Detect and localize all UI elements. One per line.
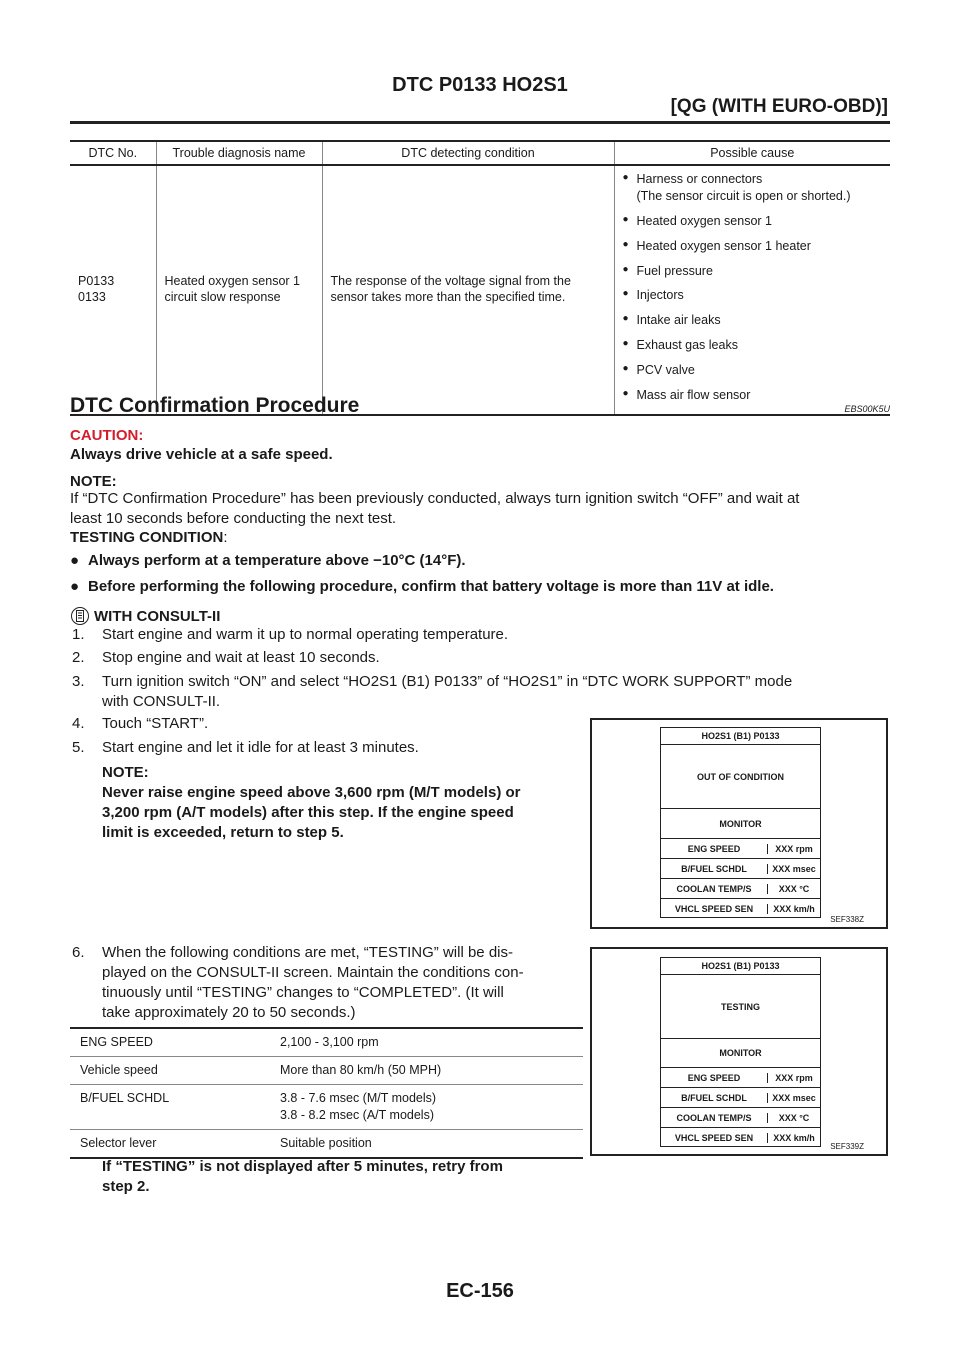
cause-text: Mass air flow sensor: [636, 387, 751, 402]
note-line: least 10 seconds before conducting the next test.: [70, 510, 397, 527]
step-5: [72, 738, 582, 758]
screen-status: TESTING: [661, 975, 820, 1039]
dtc-code-short: 0133: [78, 289, 106, 304]
bullet-icon: ●: [70, 578, 80, 595]
step-text: Start engine and let it idle for at least 3 minutes.: [102, 739, 419, 756]
condition-line: The response of the voltage signal from the: [330, 274, 571, 289]
condition-name: Selector lever: [70, 1130, 270, 1159]
testing-bullet: [70, 552, 466, 569]
monitor-row: [661, 1088, 820, 1108]
cause-item: [623, 337, 883, 354]
monitor-row: [661, 839, 820, 859]
cause-item: [623, 387, 883, 404]
testing-condition-heading: [70, 528, 228, 548]
col-name: Trouble diagnosis name: [156, 141, 322, 165]
dtc-code: P0133: [78, 274, 115, 289]
monitor-item-name: COOLAN TEMP/S: [661, 884, 768, 894]
consult-tool-icon: [70, 606, 90, 626]
step-text: Touch “START”.: [102, 715, 209, 732]
engine-variant-label: [QG (WITH EURO-OBD)]: [670, 96, 888, 117]
section-code: EBS00K5U: [844, 404, 890, 414]
condition-value: [270, 1130, 583, 1159]
cause-item: [623, 238, 883, 255]
cause-text: Injectors: [636, 288, 684, 303]
step-number: 6.: [72, 944, 85, 961]
note-text: [70, 489, 900, 529]
step-number: 1.: [72, 626, 85, 643]
monitor-item-value: XXX msec: [772, 1092, 816, 1103]
dtc-no-cell: [70, 165, 156, 415]
step-1: [72, 625, 902, 645]
step-text: Start engine and warm it up to normal operating temperature.: [102, 626, 509, 643]
step-text: Turn ignition switch “ON” and select “HO2S1 (B1) P0133” of “HO2S1” in “DTC WORK SUPPORT” mode: [102, 673, 793, 690]
note-line: If “DTC Confirmation Procedure” has been previously conducted, always turn ignition switch “OFF” and wait at: [70, 490, 800, 507]
monitor-row: [661, 1128, 820, 1148]
step-text: played on the CONSULT-II screen. Maintain the conditions con-: [102, 964, 524, 981]
conditions-table: [70, 1027, 583, 1159]
table-row: [70, 1057, 583, 1085]
condition-name: ENG SPEED: [70, 1028, 270, 1057]
step-number: 5.: [72, 739, 85, 756]
screen-status: OUT OF CONDITION: [661, 745, 820, 809]
note-line: 3,200 rpm (A/T models) after this step. If the engine speed: [102, 804, 514, 821]
step-6: [72, 943, 587, 1023]
testing-bullet: [70, 578, 774, 595]
monitor-row: [661, 1108, 820, 1128]
step-4: [72, 714, 582, 734]
consult-heading-text: WITH CONSULT-II: [94, 607, 221, 625]
step-number: 3.: [72, 673, 85, 690]
table-row: [70, 1028, 583, 1057]
name-line: Heated oxygen sensor 1: [164, 274, 301, 289]
col-condition: DTC detecting condition: [322, 141, 614, 165]
step-text: with CONSULT-II.: [102, 693, 221, 710]
condition-value: [270, 1057, 583, 1085]
cause-item: [623, 213, 883, 230]
section-title: DTC Confirmation Procedure: [70, 394, 360, 417]
monitor-rows: [661, 839, 820, 919]
cause-text: Intake air leaks: [636, 313, 721, 328]
monitor-item-name: VHCL SPEED SEN: [661, 1133, 768, 1143]
cause-text: Heated oxygen sensor 1 heater: [636, 238, 811, 253]
condition-value: [270, 1085, 583, 1130]
cause-text: Harness or connectors: [636, 172, 763, 186]
monitor-item-value: XXX rpm: [775, 1072, 813, 1083]
consult-screen-figure-1: [590, 718, 888, 929]
cause-item: [623, 287, 883, 304]
consult-screen: [660, 727, 821, 918]
screen-title: HO2S1 (B1) P0133: [661, 958, 820, 975]
condition-value-line: More than 80 km/h (50 MPH): [280, 1063, 442, 1077]
step-text: tinuously until “TESTING” changes to “COMPLETED”. (It will: [102, 984, 504, 1001]
monitor-item-name: COOLAN TEMP/S: [661, 1113, 768, 1123]
testing-condition-colon: :: [223, 529, 228, 546]
cause-item: [623, 362, 883, 379]
monitor-item-value: XXX km/h: [773, 1133, 815, 1143]
cause-item: [623, 263, 883, 280]
note-line: limit is exceeded, return to step 5.: [102, 824, 344, 841]
consult-screen: [660, 957, 821, 1147]
table-row: [70, 1085, 583, 1130]
name-cell: [156, 165, 322, 415]
dtc-table: [70, 140, 890, 416]
cause-text: PCV valve: [636, 363, 695, 377]
monitor-item-name: B/FUEL SCHDL: [661, 864, 768, 874]
condition-value-line: 3.8 - 8.2 msec (A/T models): [280, 1108, 434, 1122]
cause-text: Exhaust gas leaks: [636, 338, 738, 353]
step-5-note: [102, 763, 587, 843]
monitor-row: [661, 879, 820, 899]
monitor-item-value: XXX msec: [772, 863, 816, 874]
monitor-rows: [661, 1068, 820, 1148]
cause-list: [623, 166, 883, 414]
step-2: [72, 648, 902, 668]
table-row: [70, 165, 890, 415]
bullet-text: Always perform at a temperature above −10°C (14°F).: [88, 552, 466, 569]
monitor-row: [661, 1068, 820, 1088]
condition-value: [270, 1028, 583, 1057]
consult-heading: [70, 606, 220, 626]
caution-text: Always drive vehicle at a safe speed.: [70, 446, 333, 463]
col-cause: Possible cause: [614, 141, 890, 165]
cause-item: [623, 171, 883, 205]
header-rule: [70, 121, 890, 124]
bullet-text: Before performing the following procedure, confirm that battery voltage is more than 11V at idle.: [88, 578, 774, 595]
condition-value-line: 2,100 - 3,100 rpm: [280, 1035, 379, 1049]
monitor-item-name: ENG SPEED: [661, 1073, 768, 1083]
cause-cell: [614, 165, 890, 415]
note-label: NOTE:: [102, 764, 149, 781]
condition-name: B/FUEL SCHDL: [70, 1085, 270, 1130]
table-row: [70, 1130, 583, 1159]
col-dtc-no: DTC No.: [70, 141, 156, 165]
testing-condition-label: TESTING CONDITION: [70, 529, 224, 546]
page-number: EC-156: [446, 1280, 514, 1302]
retry-line: If “TESTING” is not displayed after 5 minutes, retry from: [102, 1158, 503, 1175]
condition-line: sensor takes more than the specified time.: [330, 289, 566, 304]
name-line: circuit slow response: [164, 289, 281, 304]
monitor-row: [661, 899, 820, 919]
cause-text: Heated oxygen sensor 1: [636, 213, 773, 228]
dtc-table-header-row: [70, 141, 890, 165]
monitor-item-value: XXX °C: [778, 1112, 810, 1123]
screen-monitor-label: MONITOR: [661, 1039, 820, 1068]
caution-label: CAUTION:: [70, 427, 144, 444]
cause-text: Fuel pressure: [636, 263, 713, 278]
retry-line: step 2.: [102, 1178, 150, 1195]
retry-note: [102, 1157, 587, 1197]
step-number: 4.: [72, 715, 85, 732]
condition-value-line: 3.8 - 7.6 msec (M/T models): [280, 1091, 437, 1105]
monitor-item-value: XXX °C: [778, 883, 810, 894]
cause-subtext: (The sensor circuit is open or shorted.): [636, 188, 851, 203]
screen-title: HO2S1 (B1) P0133: [661, 728, 820, 745]
bullet-icon: ●: [70, 552, 80, 569]
consult-screen-figure-2: [590, 947, 888, 1156]
monitor-item-name: B/FUEL SCHDL: [661, 1093, 768, 1103]
cause-item: [623, 312, 883, 329]
monitor-item-value: XXX rpm: [775, 843, 813, 854]
monitor-item-value: XXX km/h: [773, 904, 815, 914]
step-3: [72, 672, 902, 712]
step-text: take approximately 20 to 50 seconds.): [102, 1004, 356, 1021]
figure-code: SEF338Z: [830, 915, 864, 924]
step-text: Stop engine and wait at least 10 seconds.: [102, 649, 380, 666]
step-number: 2.: [72, 649, 85, 666]
note-line: Never raise engine speed above 3,600 rpm (M/T models) or: [102, 784, 521, 801]
note-label: NOTE:: [70, 473, 117, 490]
monitor-item-name: ENG SPEED: [661, 844, 768, 854]
figure-code: SEF339Z: [830, 1142, 864, 1151]
condition-value-line: Suitable position: [280, 1136, 372, 1150]
screen-monitor-label: MONITOR: [661, 809, 820, 839]
monitor-row: [661, 859, 820, 879]
condition-cell: [322, 165, 614, 415]
step-text: When the following conditions are met, “TESTING” will be dis-: [102, 944, 513, 961]
condition-name: Vehicle speed: [70, 1057, 270, 1085]
monitor-item-name: VHCL SPEED SEN: [661, 904, 768, 914]
page-title: DTC P0133 HO2S1: [392, 74, 568, 96]
